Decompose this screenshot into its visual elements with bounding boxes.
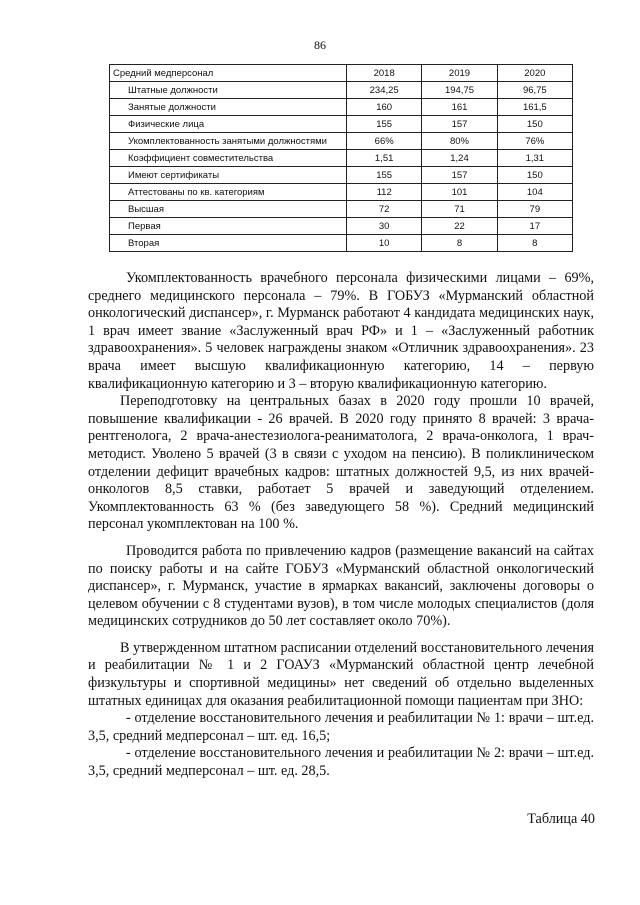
paragraph-recruitment: Проводится работа по привлечению кадров (размещение вакансий на сайтах по поиску работы и на сайте ГОБУЗ «Мурманский областной онкологический диспансер», г. Мурманск, участие в ярмарках вакансий, заключены договоры о целевом обучении с 8 студентами вузов), в том числе молодых специалистов (доля медицинских сотрудников до 50 лет составляет около 70%).: [88, 542, 594, 630]
row-label: Аттестованы по кв. категориям: [110, 184, 347, 201]
table-row: [110, 235, 573, 252]
header-cell: Средний медперсонал: [110, 65, 347, 82]
table-cell: 112: [347, 184, 422, 201]
table-cell: 150: [497, 167, 572, 184]
table-cell: 22: [422, 218, 497, 235]
table-cell: 194,75: [422, 82, 497, 99]
table-cell: 161: [422, 99, 497, 116]
table-row: [110, 133, 573, 150]
row-label: Штатные должности: [110, 82, 347, 99]
table-caption: Таблица 40: [527, 811, 595, 827]
staff-table: [109, 64, 573, 252]
table-cell: 79: [497, 201, 572, 218]
table-cell: 160: [347, 99, 422, 116]
table-cell: 66%: [347, 133, 422, 150]
table-header-row: [110, 65, 573, 82]
table-cell: 1,51: [347, 150, 422, 167]
table-cell: 80%: [422, 133, 497, 150]
table-cell: 157: [422, 167, 497, 184]
row-label: Высшая: [110, 201, 347, 218]
row-label: Коэффициент совместительства: [110, 150, 347, 167]
body-text: [88, 270, 594, 781]
table-row: [110, 150, 573, 167]
table-row: [110, 184, 573, 201]
paragraph-department-1: - отделение восстановительного лечения и реабилитации № 1: врачи – шт.ед. 3,5, средний медперсонал – шт. ед. 16,5;: [88, 710, 594, 744]
header-cell: 2018: [347, 65, 422, 82]
table-cell: 76%: [497, 133, 572, 150]
paragraph-rehabilitation: В утвержденном штатном расписании отделений восстановительного лечения и реабилитации № 1 и 2 ГОАУЗ «Мурманский областной центр лечебной физкультуры и спортивной медицины» нет сведений об отдельно выделенных штатных единицах для оказания реабилитационной помощи пациентам при ЗНО:: [88, 639, 594, 709]
row-label: Укомплектованность занятыми должностями: [110, 133, 347, 150]
table-cell: 8: [497, 235, 572, 252]
table-row: [110, 99, 573, 116]
table-cell: 234,25: [347, 82, 422, 99]
table-cell: 104: [497, 184, 572, 201]
table-cell: 1,24: [422, 150, 497, 167]
paragraph-department-2: - отделение восстановительного лечения и реабилитации № 2: врачи – шт.ед. 3,5, средний медперсонал – шт. ед. 28,5.: [88, 745, 594, 780]
table-row: [110, 82, 573, 99]
header-cell: 2020: [497, 65, 572, 82]
table-cell: 161,5: [497, 99, 572, 116]
table-cell: 101: [422, 184, 497, 201]
table-cell: 150: [497, 116, 572, 133]
table-cell: 155: [347, 116, 422, 133]
table-row: [110, 218, 573, 235]
table-cell: 72: [347, 201, 422, 218]
table-cell: 1,31: [497, 150, 572, 167]
row-label: Первая: [110, 218, 347, 235]
table-row: [110, 167, 573, 184]
table-cell: 71: [422, 201, 497, 218]
table-cell: 8: [422, 235, 497, 252]
table-row: [110, 116, 573, 133]
table-cell: 17: [497, 218, 572, 235]
paragraph-staffing: Укомплектованность врачебного персонала физическими лицами – 69%, среднего медицинского персонала – 79%. В ГОБУЗ «Мурманский областной онкологический диспансер», г. Мурманск работают 4 кандидата медицинских наук, 1 врач имеет звание «Заслуженный врач РФ» и 1 – «Заслуженный работник здравоохранения». 5 человек награждены знаком «Отличник здравоохранения». 23 врача имеет высшую квалификационную категорию, 14 – первую квалификационную категорию и 3 – вторую квалификационную категорию.: [88, 270, 594, 392]
row-label: Занятые должности: [110, 99, 347, 116]
table-cell: 155: [347, 167, 422, 184]
table-cell: 96,75: [497, 82, 572, 99]
paragraph-training: Переподготовку на центральных базах в 2020 году прошли 10 врачей, повышение квалификации - 26 врачей. В 2020 году принято 8 врачей: 3 врача-рентгенолога, 2 врача-анестезиолога-реаниматолога, 2 врача-онколога, 1 врач-методист. Уволено 5 врачей (3 в связи с уходом на пенсию). В поликлиническом отделении дефицит врачебных кадров: штатных должностей 9,5, из них врачей-онкологов 8,5 ставки, работает 5 врачей и заведующий отделением. Укомплектованность 63 % (без заведующего 58 %). Средний медицинский персонал укомплектован на 100 %.: [88, 393, 594, 533]
table-cell: 10: [347, 235, 422, 252]
table-row: [110, 201, 573, 218]
table-cell: 157: [422, 116, 497, 133]
row-label: Физические лица: [110, 116, 347, 133]
row-label: Имеют сертификаты: [110, 167, 347, 184]
header-cell: 2019: [422, 65, 497, 82]
table-cell: 30: [347, 218, 422, 235]
row-label: Вторая: [110, 235, 347, 252]
page-number: 86: [314, 38, 326, 52]
